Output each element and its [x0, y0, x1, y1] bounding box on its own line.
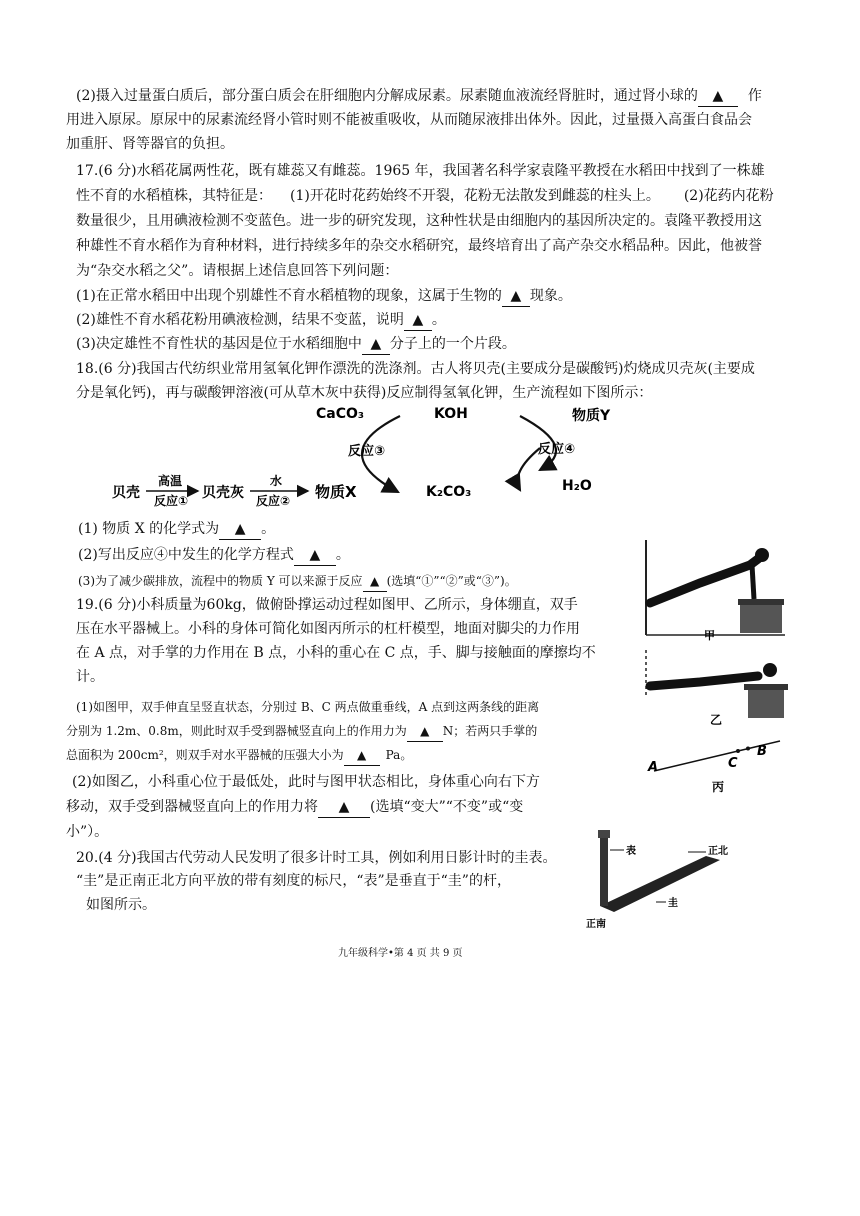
label-c: C [728, 756, 738, 771]
label-react2: 反应② [256, 494, 291, 508]
answer-blank: ▲ [318, 797, 370, 818]
q17-sub3: (3)决定雄性不育性状的基因是位于水稻细胞中 ▲ 分子上的一个片段。 [76, 334, 516, 355]
q19-sub1-line3: 总面积为 200cm²，则双手对水平器械的压强大小为 ▲ Pa。 [66, 745, 412, 766]
label-gui: 圭 [668, 898, 678, 909]
q17-sub1: (1)在正常水稻田中出现个别雄性不育水稻植物的现象，这属于生物的 ▲ 现象。 [76, 286, 572, 307]
answer-blank: ▲ [698, 86, 738, 107]
label-cond1: 高温 [158, 474, 183, 488]
answer-blank: ▲ [363, 571, 387, 592]
label-yi: 乙 [710, 713, 723, 727]
answer-blank: ▲ [294, 545, 336, 566]
label-react3: 反应③ [348, 444, 386, 459]
pushup-figure-jia [640, 535, 790, 645]
label-zhengbei: 正北 [708, 846, 728, 857]
label-x: 物质X [315, 483, 357, 501]
q19-sub2-line3: 小”）。 [66, 824, 109, 840]
q16-2-line2: 用进入原尿。原尿中的尿素流经肾小管时则不能被重吸收，从而随尿液排出体外。因此，过量摄入高蛋白食品会 [66, 112, 752, 128]
q19-sub1-line1: (1)如图甲，双手伸直呈竖直状态，分别过 B、C 两点做重垂线，A 点到这两条线的距离 [76, 700, 540, 714]
q17-line4: 种雄性不育水稻作为育种材料，进行持续多年的杂交水稻研究，最终培育出了高产杂交水稻品种。因此，他被誉 [76, 238, 762, 254]
label-cond2: 水 [270, 474, 283, 488]
q18-sub3: (3)为了减少碳排放，流程中的物质 Y 可以来源于反应 ▲ (选填“①”“②”或“③”)。 [78, 571, 517, 592]
q17-sub2: (2)雄性不育水稻花粉用碘液检测，结果不变蓝，说明 ▲ 。 [76, 310, 446, 331]
q18-sub1: (1) 物质 X 的化学式为 ▲ 。 [78, 519, 275, 540]
label-bing: 丙 [712, 780, 725, 794]
answer-blank: ▲ [404, 310, 432, 331]
answer-blank: ▲ [219, 519, 261, 540]
q18-sub2: (2)写出反应④中发生的化学方程式 ▲ 。 [78, 545, 350, 566]
label-koh: KOH [434, 406, 468, 422]
flow-diagram [100, 398, 620, 508]
q17-line3: 数量很少，且用碘液检测不变蓝色。进一步的研究发现，这种性状是由细胞内的基因所决定的。袁隆平教授用这 [76, 213, 762, 229]
answer-blank: ▲ [502, 286, 530, 307]
label-react4: 反应④ [538, 442, 576, 457]
q19-line3: 在 A 点，对手掌的力作用在 B 点，小科的重心在 C 点，手、脚与接触面的摩擦均不 [76, 645, 596, 661]
q20-line1: 20.(4 分)我国古代劳动人民发明了很多计时工具，例如利用日影计时的圭表。 [76, 850, 557, 866]
q19-line1: 19.(6 分)小科质量为60kg，做俯卧撑运动过程如图甲、乙所示，身体绷直，双手 [76, 597, 578, 613]
q18-line2: 分是氧化钙)，再与碳酸钾溶液(可从草木灰中获得)反应制得氢氧化钾，生产流程如下图所示： [76, 385, 653, 401]
q19-line4: 计。 [76, 669, 104, 685]
label-b: B [757, 744, 767, 759]
q19-line2: 压在水平器械上。小科的身体可简化如图丙所示的杠杆模型，地面对脚尖的力作用 [76, 621, 580, 637]
lever-model-bing [648, 733, 788, 795]
cycle-arc-right-lower [518, 448, 541, 490]
label-k2co3: K₂CO₃ [426, 484, 472, 500]
q18-line1: 18.(6 分)我国古代纺织业常用氢氧化钾作漂洗的洗涤剂。古人将贝壳(主要成分是碳酸钙)灼烧成贝壳灰(主要成 [76, 361, 755, 377]
label-react1: 反应① [154, 494, 189, 508]
label-shell-ash: 贝壳灰 [202, 485, 244, 501]
label-biao: 表 [626, 846, 636, 857]
pushup-figure-yi [640, 648, 790, 728]
label-caco3: CaCO₃ [316, 406, 365, 422]
biao-pole [600, 836, 608, 906]
answer-blank: ▲ [407, 721, 443, 742]
q17-line1: 17.(6 分)水稻花属两性花，既有雄蕊又有雌蕊。1965 年，我国著名科学家袁隆平教授在水稻田中找到了一株雄 [76, 163, 765, 179]
page-footer: 九年级科学•第 4 页 共 9 页 [338, 948, 463, 959]
q19-sub2-line1: (2)如图乙，小科重心位于最低处，此时与图甲状态相比，身体重心向右下方 [72, 774, 540, 790]
label-h2o: H₂O [562, 478, 592, 494]
q20-line3: 如图所示。 [86, 897, 156, 913]
q20-line2: “圭”是正南正北方向平放的带有刻度的标尺，“表”是垂直于“圭”的杆， [76, 873, 511, 889]
gui-ruler [600, 856, 720, 912]
guibiao-figure [580, 826, 740, 936]
label-a: A [648, 760, 659, 775]
q16-2-line3: 加重肝、肾等器官的负担。 [66, 136, 234, 152]
answer-blank: ▲ [344, 745, 380, 766]
q17-line5: 为“杂交水稻之父”。请根据上述信息回答下列问题： [76, 263, 399, 279]
q19-sub1-line2: 分别为 1.2m、0.8m，则此时双手受到器械竖直向上的作用力为 ▲ N；若两只手掌的 [66, 721, 537, 742]
label-y: 物质Y [572, 408, 611, 424]
q19-sub2-line2: 移动，双手受到器械竖直向上的作用力将 ▲ (选填“变大”“不变”或“变 [66, 797, 523, 818]
answer-blank: ▲ [362, 334, 390, 355]
label-zhengnan: 正南 [586, 919, 606, 930]
label-jia: 甲 [704, 629, 715, 642]
label-shell: 贝壳 [112, 485, 140, 501]
q16-2-line1: (2)摄入过量蛋白质后，部分蛋白质会在肝细胞内分解成尿素。尿素随血液流经肾脏时，通过肾小球的 ▲ 作 [76, 86, 762, 107]
q17-line2: 性不育的水稻植株，其特征是： (1)开花时花药始终不开裂，花粉无法散发到雌蕊的柱头上。 (2)花药内花粉 [76, 188, 774, 204]
